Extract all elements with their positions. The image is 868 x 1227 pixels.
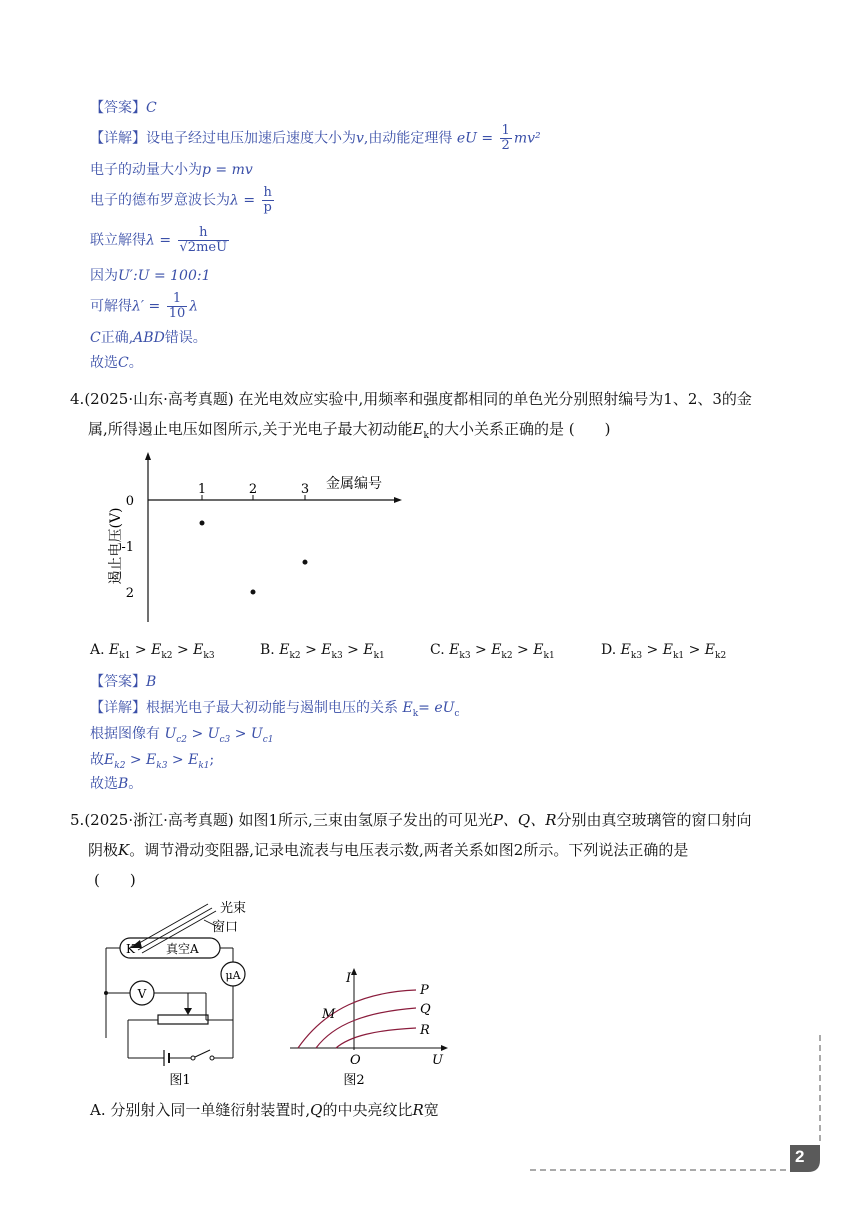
x-axis-label: 金属编号 <box>326 476 382 492</box>
detail-text: 错误。 <box>164 330 207 346</box>
energy-subscript: k1 <box>672 650 685 661</box>
detail-text: 正确, <box>100 330 134 346</box>
fraction: $\frac{1}{2}$ <box>501 123 510 153</box>
detail-text: 。 <box>128 355 143 371</box>
equation: λ = <box>146 232 172 249</box>
option-ref: C <box>90 330 101 346</box>
greater-than: > <box>130 642 152 658</box>
energy-symbol: E <box>620 642 631 658</box>
var-v: v <box>356 130 364 147</box>
equation: λ <box>189 298 199 315</box>
answer-tag: 【答案】 <box>90 674 146 690</box>
equation: λ′ = <box>132 298 161 315</box>
equation: p = mv <box>202 162 253 178</box>
option-text: 的中央亮纹比 <box>322 1101 413 1119</box>
option-letter: A. <box>90 1101 106 1119</box>
greater-than: > <box>512 642 534 658</box>
label-k: K <box>126 942 135 956</box>
detail-text: 联立解得 <box>90 232 146 249</box>
energy-subscript: k2 <box>715 650 727 661</box>
equation: eU = <box>456 130 494 147</box>
detail-text: 故选 <box>90 355 118 371</box>
energy-subscript: k1 <box>119 650 131 661</box>
question-text: 阴极 <box>88 841 119 859</box>
question-text: 如图1所示,三束由氢原子发出的可见光 <box>238 811 493 829</box>
energy-symbol: E <box>449 642 460 658</box>
question-text: 在光电效应实验中,用频率和强度都相同的单色光分别照射编号为1、2、3的金 <box>238 390 752 408</box>
equation: E <box>402 700 413 716</box>
detail-text: 电子的德布罗意波长为 <box>90 192 230 209</box>
y-axis-label: 遏止电压(V) <box>108 507 124 585</box>
question-text: 的大小关系正确的是 <box>428 420 564 438</box>
energy-symbol: E <box>662 642 673 658</box>
page-number: 2 <box>795 1147 805 1166</box>
detail-text: 设电子经过电压加速后速度大小为 <box>146 130 356 147</box>
question-number: 4. <box>70 390 85 408</box>
fraction: $\frac{h}{p}$ <box>263 185 272 215</box>
detail-tag: 【详解】 <box>90 130 146 147</box>
energy-subscript: k2 <box>289 650 301 661</box>
greater-than: > <box>300 642 322 658</box>
energy-symbol: E <box>491 642 502 658</box>
energy-subscript: k3 <box>459 650 471 661</box>
answer-value: C <box>146 100 157 116</box>
label-m: M <box>322 1007 336 1022</box>
figure-caption: 图1 <box>169 1073 191 1088</box>
fraction: $\frac{1}{10}$ <box>168 291 186 321</box>
label-i: I <box>346 971 352 986</box>
label-ua: μA <box>225 969 241 982</box>
option-text: 宽 <box>423 1101 439 1119</box>
detail-text: ,由动能定理得 <box>363 130 453 147</box>
answer-blank: ( ) <box>568 420 611 438</box>
question-source: (2025·山东·高考真题) <box>84 390 234 408</box>
answer-blank: ( ) <box>94 871 136 889</box>
greater-than: > <box>172 642 194 658</box>
question-text: 属,所得遏止电压如图所示,关于光电子最大初动能 <box>88 420 413 438</box>
fraction: $\frac{h}{\text{√2meU}}$ <box>179 225 228 255</box>
question-source: (2025·浙江·高考真题) <box>84 811 234 829</box>
detail-text: 故选 <box>90 776 118 792</box>
label-v: V <box>137 987 147 1001</box>
equation: $E_{k2} > E_{k3} > E_{k1}$ <box>104 752 210 771</box>
detail-text: 故 <box>90 752 104 768</box>
label-q: Q <box>420 1002 431 1017</box>
label-window: 窗口 <box>212 920 239 935</box>
energy-symbol: E <box>151 642 162 658</box>
option-letter: B. <box>260 642 275 658</box>
option-ref: C <box>118 355 129 371</box>
detail-text: 可解得 <box>90 298 132 315</box>
x-tick-label: 1 <box>197 482 207 497</box>
energy-symbol: E <box>363 642 374 658</box>
energy-subscript: k3 <box>630 650 643 661</box>
detail-text: 根据图像有 <box>90 726 160 742</box>
detail-text: 电子的动量大小为 <box>90 162 202 178</box>
energy-subscript: k2 <box>161 650 173 661</box>
energy-subscript: k2 <box>501 650 513 661</box>
question-vars: K <box>118 841 130 859</box>
energy-symbol: E <box>109 642 120 658</box>
detail-text: 因为 <box>90 268 118 284</box>
option-letter: D. <box>601 642 617 658</box>
x-tick-label: 3 <box>300 482 310 497</box>
option-letter: C. <box>430 642 445 658</box>
greater-than: > <box>470 642 492 658</box>
label-r: R <box>420 1023 430 1038</box>
option-letter: A. <box>90 642 105 658</box>
detail-text: 根据光电子最大初动能与遏制电压的关系 <box>146 700 398 716</box>
answer-tag: 【答案】 <box>90 100 146 116</box>
detail-text: ; <box>209 752 215 768</box>
energy-subscript: k1 <box>373 650 385 661</box>
equation: U′:U = 100:1 <box>118 268 211 284</box>
question-text: 分别由真空玻璃管的窗口射向 <box>556 811 752 829</box>
energy-symbol: E <box>279 642 290 658</box>
equation-sub: k <box>412 708 419 719</box>
energy-symbol: E <box>193 642 204 658</box>
energy-symbol: E <box>321 642 332 658</box>
figure-caption: 图2 <box>343 1073 365 1088</box>
greater-than: > <box>342 642 364 658</box>
y-tick-label: 2 <box>125 586 134 601</box>
equation: = eU <box>418 700 455 716</box>
detail-text: 。 <box>128 776 143 792</box>
energy-subscript: k1 <box>543 650 555 661</box>
detail-tag: 【详解】 <box>90 700 146 716</box>
equation: mv² <box>513 130 541 147</box>
label-vacuum: 真空A <box>166 942 199 956</box>
label-p: P <box>420 983 429 998</box>
equation: $U_{c2} > U_{c3} > U_{c1}$ <box>164 726 274 745</box>
y-tick-label: -1 <box>121 540 134 555</box>
energy-symbol: E <box>533 642 544 658</box>
question-vars: P、Q、R <box>492 811 557 829</box>
energy-symbol: E <box>704 642 715 658</box>
greater-than: > <box>684 642 705 658</box>
energy-subscript: k3 <box>203 650 215 661</box>
var-ek-sub: k <box>423 431 429 441</box>
y-tick-label: 0 <box>125 494 134 509</box>
answer-value: B <box>146 674 157 690</box>
question-number: 5. <box>70 811 85 829</box>
label-o: O <box>350 1053 361 1068</box>
equation-sub: c <box>454 708 460 719</box>
label-u: U <box>432 1053 443 1068</box>
option-var: Q <box>310 1101 323 1119</box>
var-ek: E <box>412 420 424 438</box>
option-ref: B <box>118 776 129 792</box>
option-ref: ABD <box>133 330 165 346</box>
label-light: 光束 <box>220 901 247 916</box>
question-text: 。调节滑动变阻器,记录电流表与电压表示数,两者关系如图2所示。下列说法正确的是 <box>129 841 689 859</box>
option-var: R <box>412 1101 424 1119</box>
energy-subscript: k3 <box>331 650 343 661</box>
greater-than: > <box>642 642 663 658</box>
equation: λ = <box>230 192 256 209</box>
option-text: 分别射入同一单缝衍射装置时, <box>110 1101 311 1119</box>
x-tick-label: 2 <box>248 482 258 497</box>
